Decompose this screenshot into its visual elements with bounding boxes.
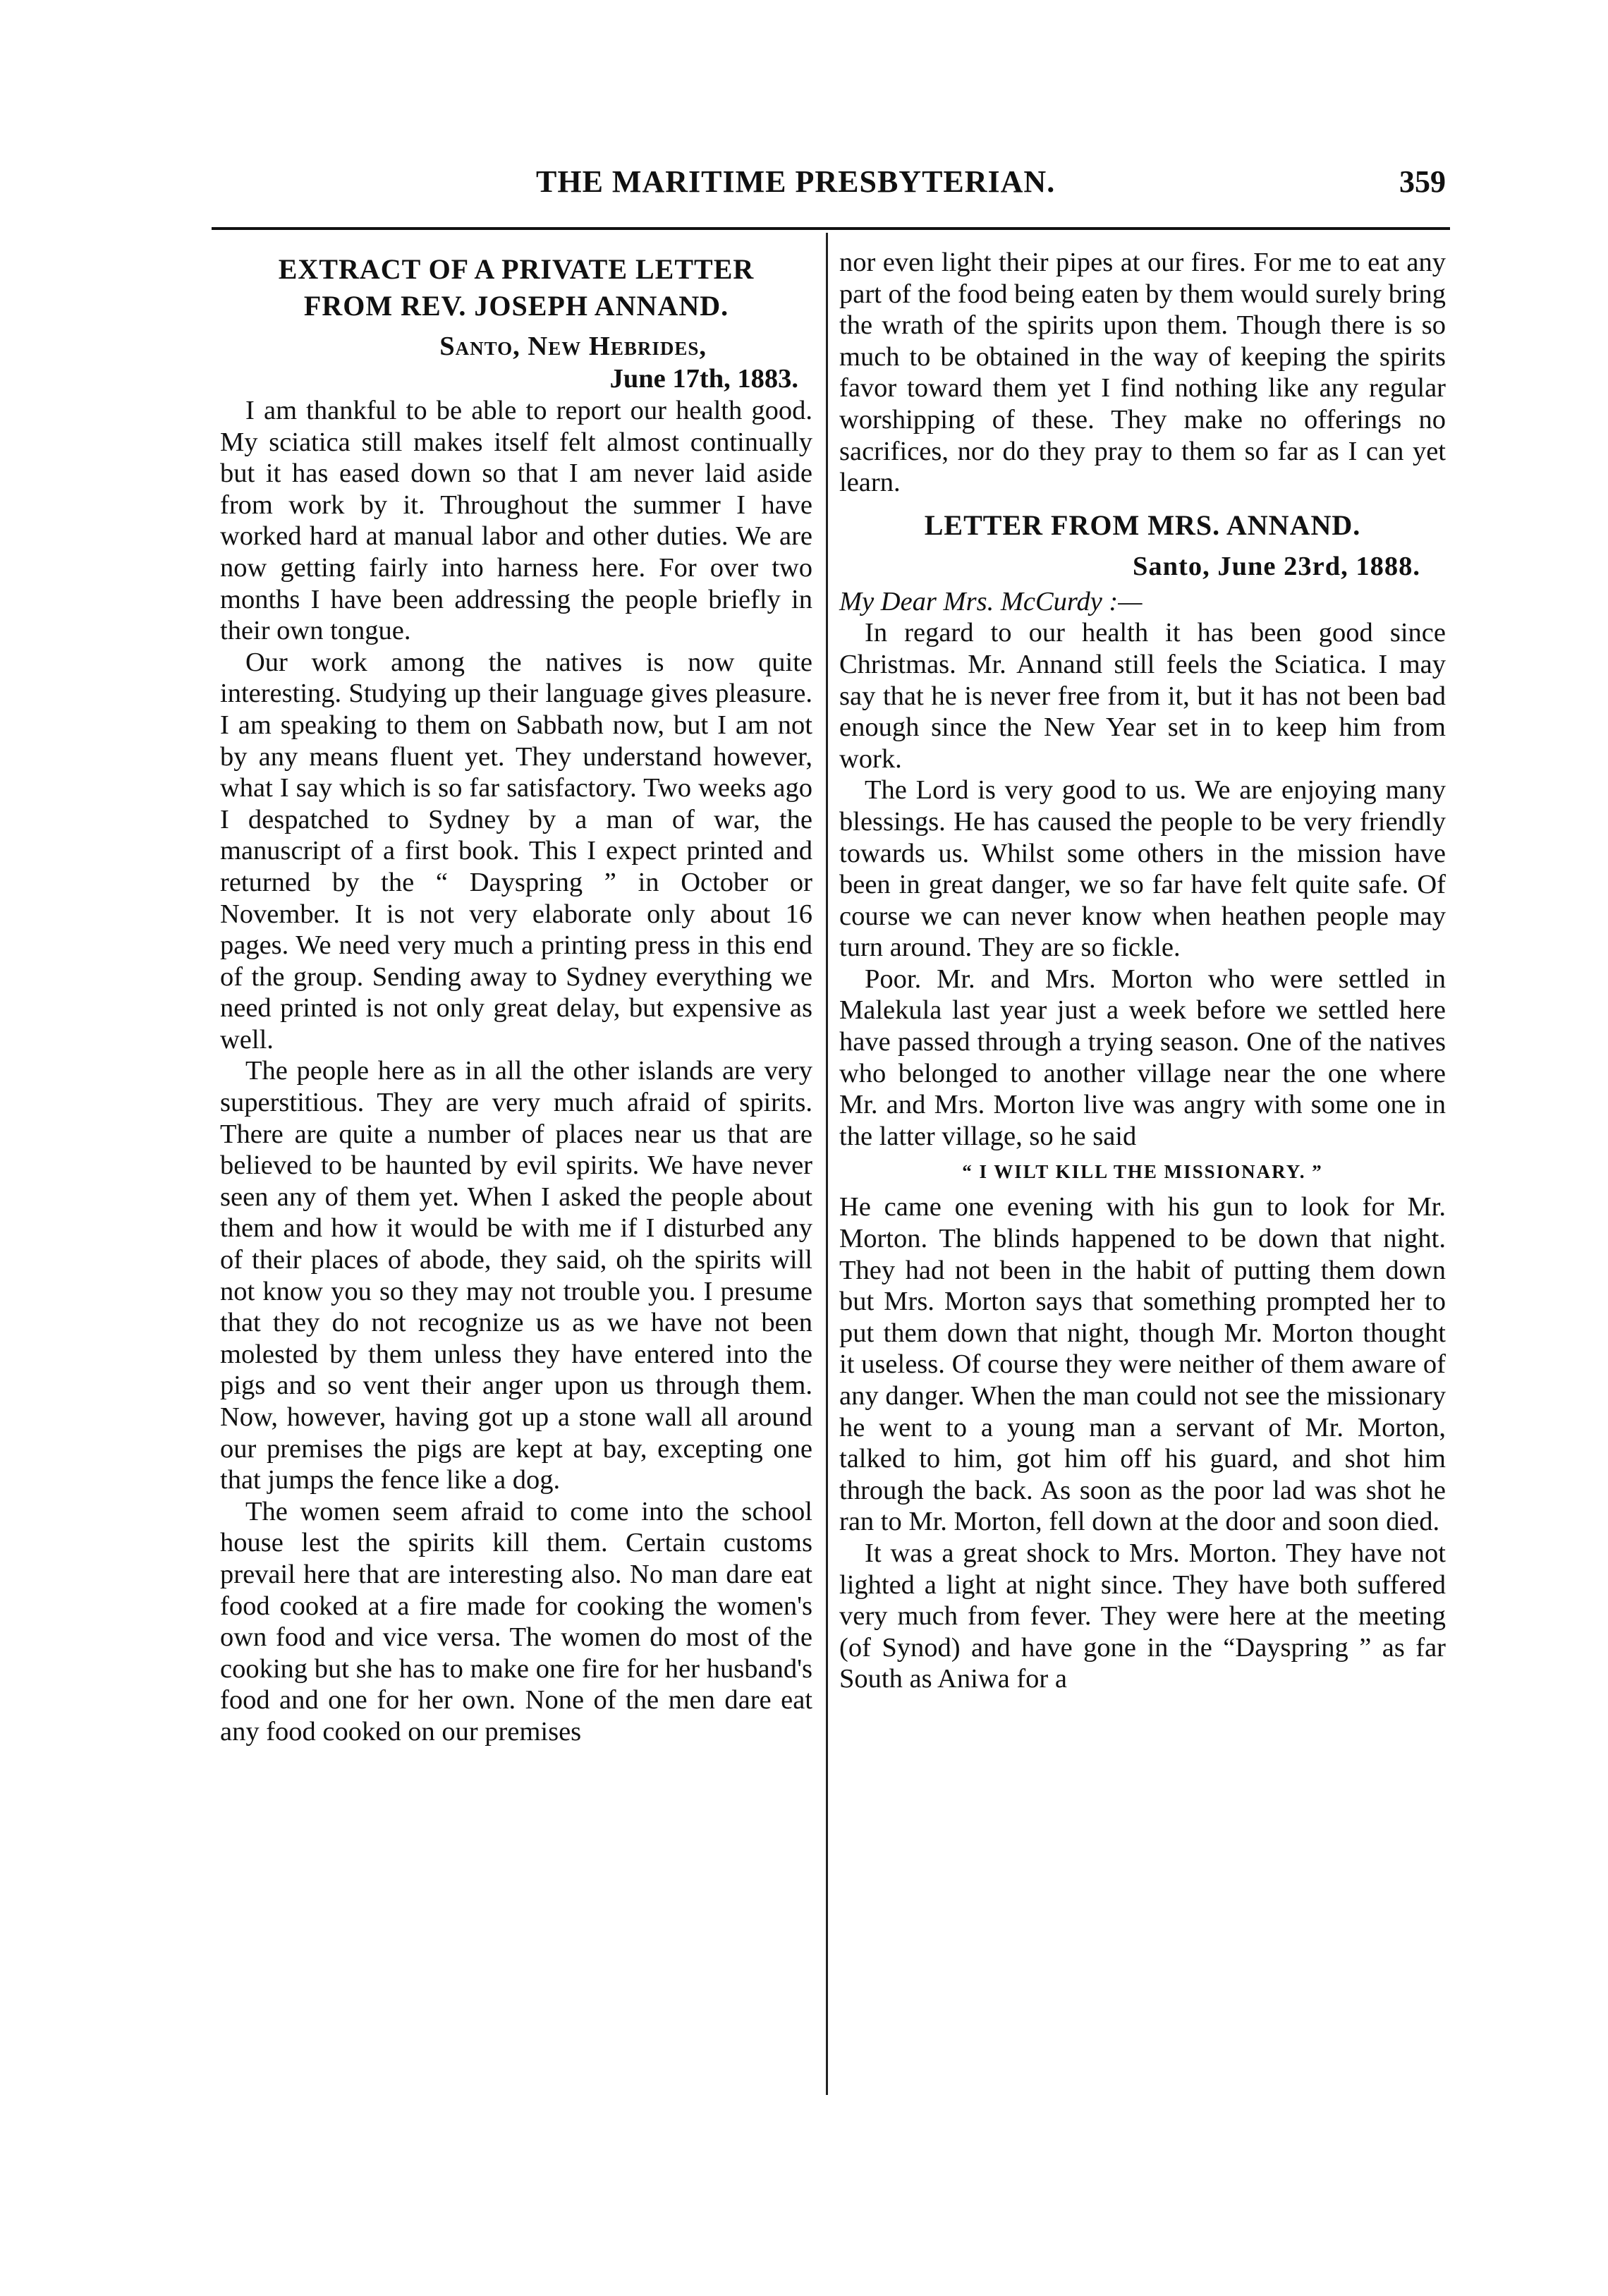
dateline: Santo, June 23rd, 1888. bbox=[1132, 551, 1420, 581]
article-private-letter bbox=[220, 251, 812, 1748]
page-number: 359 bbox=[1399, 164, 1446, 199]
headline-line: EXTRACT OF A PRIVATE LETTER bbox=[278, 253, 755, 285]
body-paragraph: Our work among the natives is now quite interesting. Studying up their language gives pleasure. I am speaking to them on Sabbath now, but I am not by any means fluent yet. They understand however, what I say which is so far satisfactory. Two weeks ago I despatched to Sydney by a man of war, the manuscript of a first book. This I expect printed and returned by the “ Dayspring ” in October or November. It is not very elaborate only about 16 pages. We need very much a printing press in this end of the group. Sending away to Sydney everything we need printed is not only great delay, but expensive as well. bbox=[220, 647, 812, 1055]
continued-paragraph: nor even light their pipes at our fires. For me to eat any part of the food being eaten by them would surely bring the wrath of the spirits upon them. Though there is so much to be obtained in the way of keeping the spirits favor toward them yet I find nothing like any regular worshipping of these. They make no offerings no sacrifices, nor do they pray to them so far as I can yet learn. bbox=[839, 248, 1446, 498]
section-subhead: “ I WILT KILL THE MISSIONARY. ” bbox=[962, 1161, 1323, 1183]
body-paragraph: The women seem afraid to come into the school house lest the spirits kill them. Certain customs prevail here that are interesting also. No man dare eat food cooked at a fire made for cooking the women's own food and vice versa. The women do most of the cooking but she has to make one fire for her husband's food and one for her own. None of the men dare eat any food cooked on our premises bbox=[220, 1496, 812, 1747]
body-paragraph: In regard to our health it has been good since Christmas. Mr. Annand still feels the Sciatica. I may say that he is never free from it, but it has not been bad enough since the New Year set in to keep him from work. bbox=[839, 618, 1446, 774]
running-head bbox=[212, 157, 1446, 213]
right-column bbox=[839, 247, 1446, 1695]
column-divider bbox=[826, 233, 828, 2095]
body-paragraph: I am thankful to be able to report our health good. My sciatica still makes itself felt almost continually but it has eased down so that I am never laid aside from work by it. Throughout the summer I have worked hard at manual labor and other duties. We are now getting fairly into harness here. For over two months I have been addressing the people briefly in their own tongue. bbox=[220, 396, 812, 646]
left-column bbox=[220, 247, 812, 1748]
publication-title: THE MARITIME PRESBYTERIAN. bbox=[536, 164, 1056, 199]
body-paragraph: Poor. Mr. and Mrs. Morton who were settled in Malekula last year just a week before we settled here have passed through a trying season. One of the natives who belonged to another village near the one where Mr. and Mrs. Morton live was angry with some one in the latter village, so he said bbox=[839, 964, 1446, 1151]
article-headline bbox=[220, 251, 812, 324]
dateline-place: Santo, New Hebrides, bbox=[439, 332, 707, 361]
dateline-date: June 17th, 1883. bbox=[609, 364, 798, 394]
body-paragraph: The people here as in all the other islands are very superstitious. They are very much afraid of spirits. There are quite a number of places near us that are believed to be haunted by evil spirits. We have never seen any of them yet. When I asked the people about them and how it would be with me if I disturbed any of their places of abode, they said, oh the spirits will not know you so they may not trouble you. I presume that they do not recognize us as we have not been molested by them unless they have entered into the pigs and so vent their anger upon us through them. Now, however, having got up a stone wall all around our premises the pigs are kept at bay, excepting one that jumps the fence like a dog. bbox=[220, 1056, 812, 1495]
body-paragraph: He came one evening with his gun to look for Mr. Morton. The blinds happened to be down that night. They had not been in the habit of putting them down but Mrs. Morton says that something prompted her to put them down that night, though Mr. Morton thought it useless. Of course they were neither of them aware of any danger. When the man could not see the missionary he went to a young man a servant of Mr. Morton, talked to him, got him off his guard, and shot him through the back. As soon as the poor lad was shot he ran to Mr. Morton, fell down at the door and soon died. bbox=[839, 1192, 1446, 1537]
article-mrs-annand-letter bbox=[839, 507, 1446, 1695]
headline-line: FROM REV. JOSEPH ANNAND. bbox=[303, 290, 729, 322]
salutation: My Dear Mrs. McCurdy :— bbox=[839, 586, 1143, 616]
header-rule bbox=[212, 227, 1450, 230]
body-paragraph: The Lord is very good to us. We are enjoying many blessings. He has caused the people to be very friendly towards us. Whilst some others in the mission have been in great danger, we so far have felt quite safe. Of course we can never know when heathen people may turn around. They are so fickle. bbox=[839, 775, 1446, 963]
body-paragraph: It was a great shock to Mrs. Morton. They have not lighted a light at night since. They have both suffered very much from fever. They were here at the meeting (of Synod) and have gone in the “Dayspring ” as far South as Aniwa for a bbox=[839, 1538, 1446, 1694]
article-headline: LETTER FROM MRS. ANNAND. bbox=[924, 509, 1361, 541]
